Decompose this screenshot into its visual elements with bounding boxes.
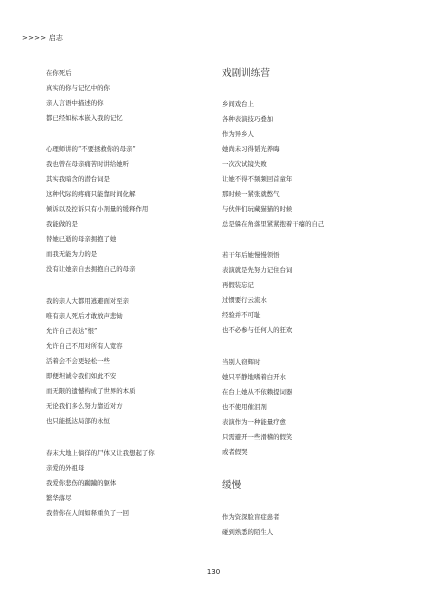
poem-line: 也不使用催泪剂 [222,403,267,411]
poem-line: 替她已逝的母亲拥抱了她 [46,235,117,243]
poem-line: 春末大地上倘徉的尸体又让我想起了你 [46,449,155,457]
poem-line: 或者假哭 [222,448,248,456]
poem-line: 只需避开一些滑稽的假笑 [222,433,293,441]
poem-line: 这种代际的疼痛只能靠时间化解 [46,190,136,198]
poem-line: 亲爱的外祖母 [46,464,85,472]
poem-line: 倾诉以及控诉只有小剂量的缓释作用 [46,205,149,213]
poem-line: 经验并不可耻 [222,311,261,319]
section-title-drama-camp: 戏剧训练营 [222,68,270,79]
header-marker: >>>> [22,34,47,42]
poem-line: 真实的你与记忆中的你 [46,84,110,92]
header-title: 启志 [48,34,64,42]
poem-line: 允许自己不用对所有人宽容 [46,342,123,350]
poem-line: 都已经如标本嵌入我的记忆 [46,114,123,122]
poem-line: 无论我们多么努力靠近对方 [46,402,123,410]
poem-line: 唯有亲人死后才敢放声悲恸 [46,312,123,320]
poem-line: 再假装忘记 [222,281,254,289]
poem-line: 过惯要行云流水 [222,296,267,304]
poem-line: 作为异乡人 [222,130,254,138]
poem-line: 表演作为一种能量疗愈 [222,418,286,426]
poem-line: 我的亲人大都用逃避面对至亲 [46,297,130,305]
page-number: 130 [206,568,221,576]
poem-line: 一次次试镜失败 [222,160,267,168]
poem-line: 各种表演技巧叠加 [222,115,274,123]
poem-line: 若干年后她慢慢领悟 [222,251,280,259]
poem-line: 繁华落尽 [46,494,72,502]
poem-line: 表演就是先努力记住台词 [222,266,293,274]
page-header [22,33,63,43]
poem-line: 我替你在人间如释重负了一回 [46,509,130,517]
poem-line: 心理师讲的“不要拯救你的母亲” [46,145,136,153]
poem-line: 允许自己表达“恨” [46,327,98,335]
poem-line: 即便坦诚令我们如此不安 [46,372,117,380]
poem-line: 碰到熟悉的陌生人 [222,528,274,536]
poem-line: 我也曾在母亲痛苦时讲给她听 [46,160,130,168]
poem-line: 当别人窃辉时 [222,358,261,366]
poem-line: 而无限的遗憾构成了世界的本质 [46,387,136,395]
poem-line: 而我无能为力的是 [46,250,98,258]
poem-line: 在你死后 [46,69,72,77]
poem-line: 活着会不会更轻松一些 [46,357,110,365]
poem-line: 让她不得不频频回首童年 [222,175,293,183]
poem-line: 也不必参与任何人的狂欢 [222,326,293,334]
poem-line: 在台上她从不依赖提词器 [222,388,293,396]
poem-line: 她只平静地嗜着白开水 [222,373,286,381]
poem-line: 总是躲在角落里紧紧抱着干瘪的自己 [222,220,325,228]
poem-line: 其实我暗含的潜台词是 [46,175,110,183]
poem-line: 没有让她亲自去拥抱自己的母亲 [46,265,136,273]
poem-line: 作为资深脸盲症患者 [222,513,280,521]
poem-line: 我爱你悲伤的躏躏的躯体 [46,479,117,487]
poem-line: 与伙伴们玩藏猫猫的时候 [222,205,293,213]
poem-line: 我能做的是 [46,220,78,228]
poem-line: 那时候一紧张就憋气 [222,190,280,198]
poem-line: 她尚未习得韬光养晦 [222,145,280,153]
poem-line: 乡间戏台上 [222,100,254,108]
poem-line: 亲人言语中描述的你 [46,99,104,107]
poem-line: 也只能抵达局部的永恒 [46,417,110,425]
section-title-slow: 缓慢 [222,480,242,491]
